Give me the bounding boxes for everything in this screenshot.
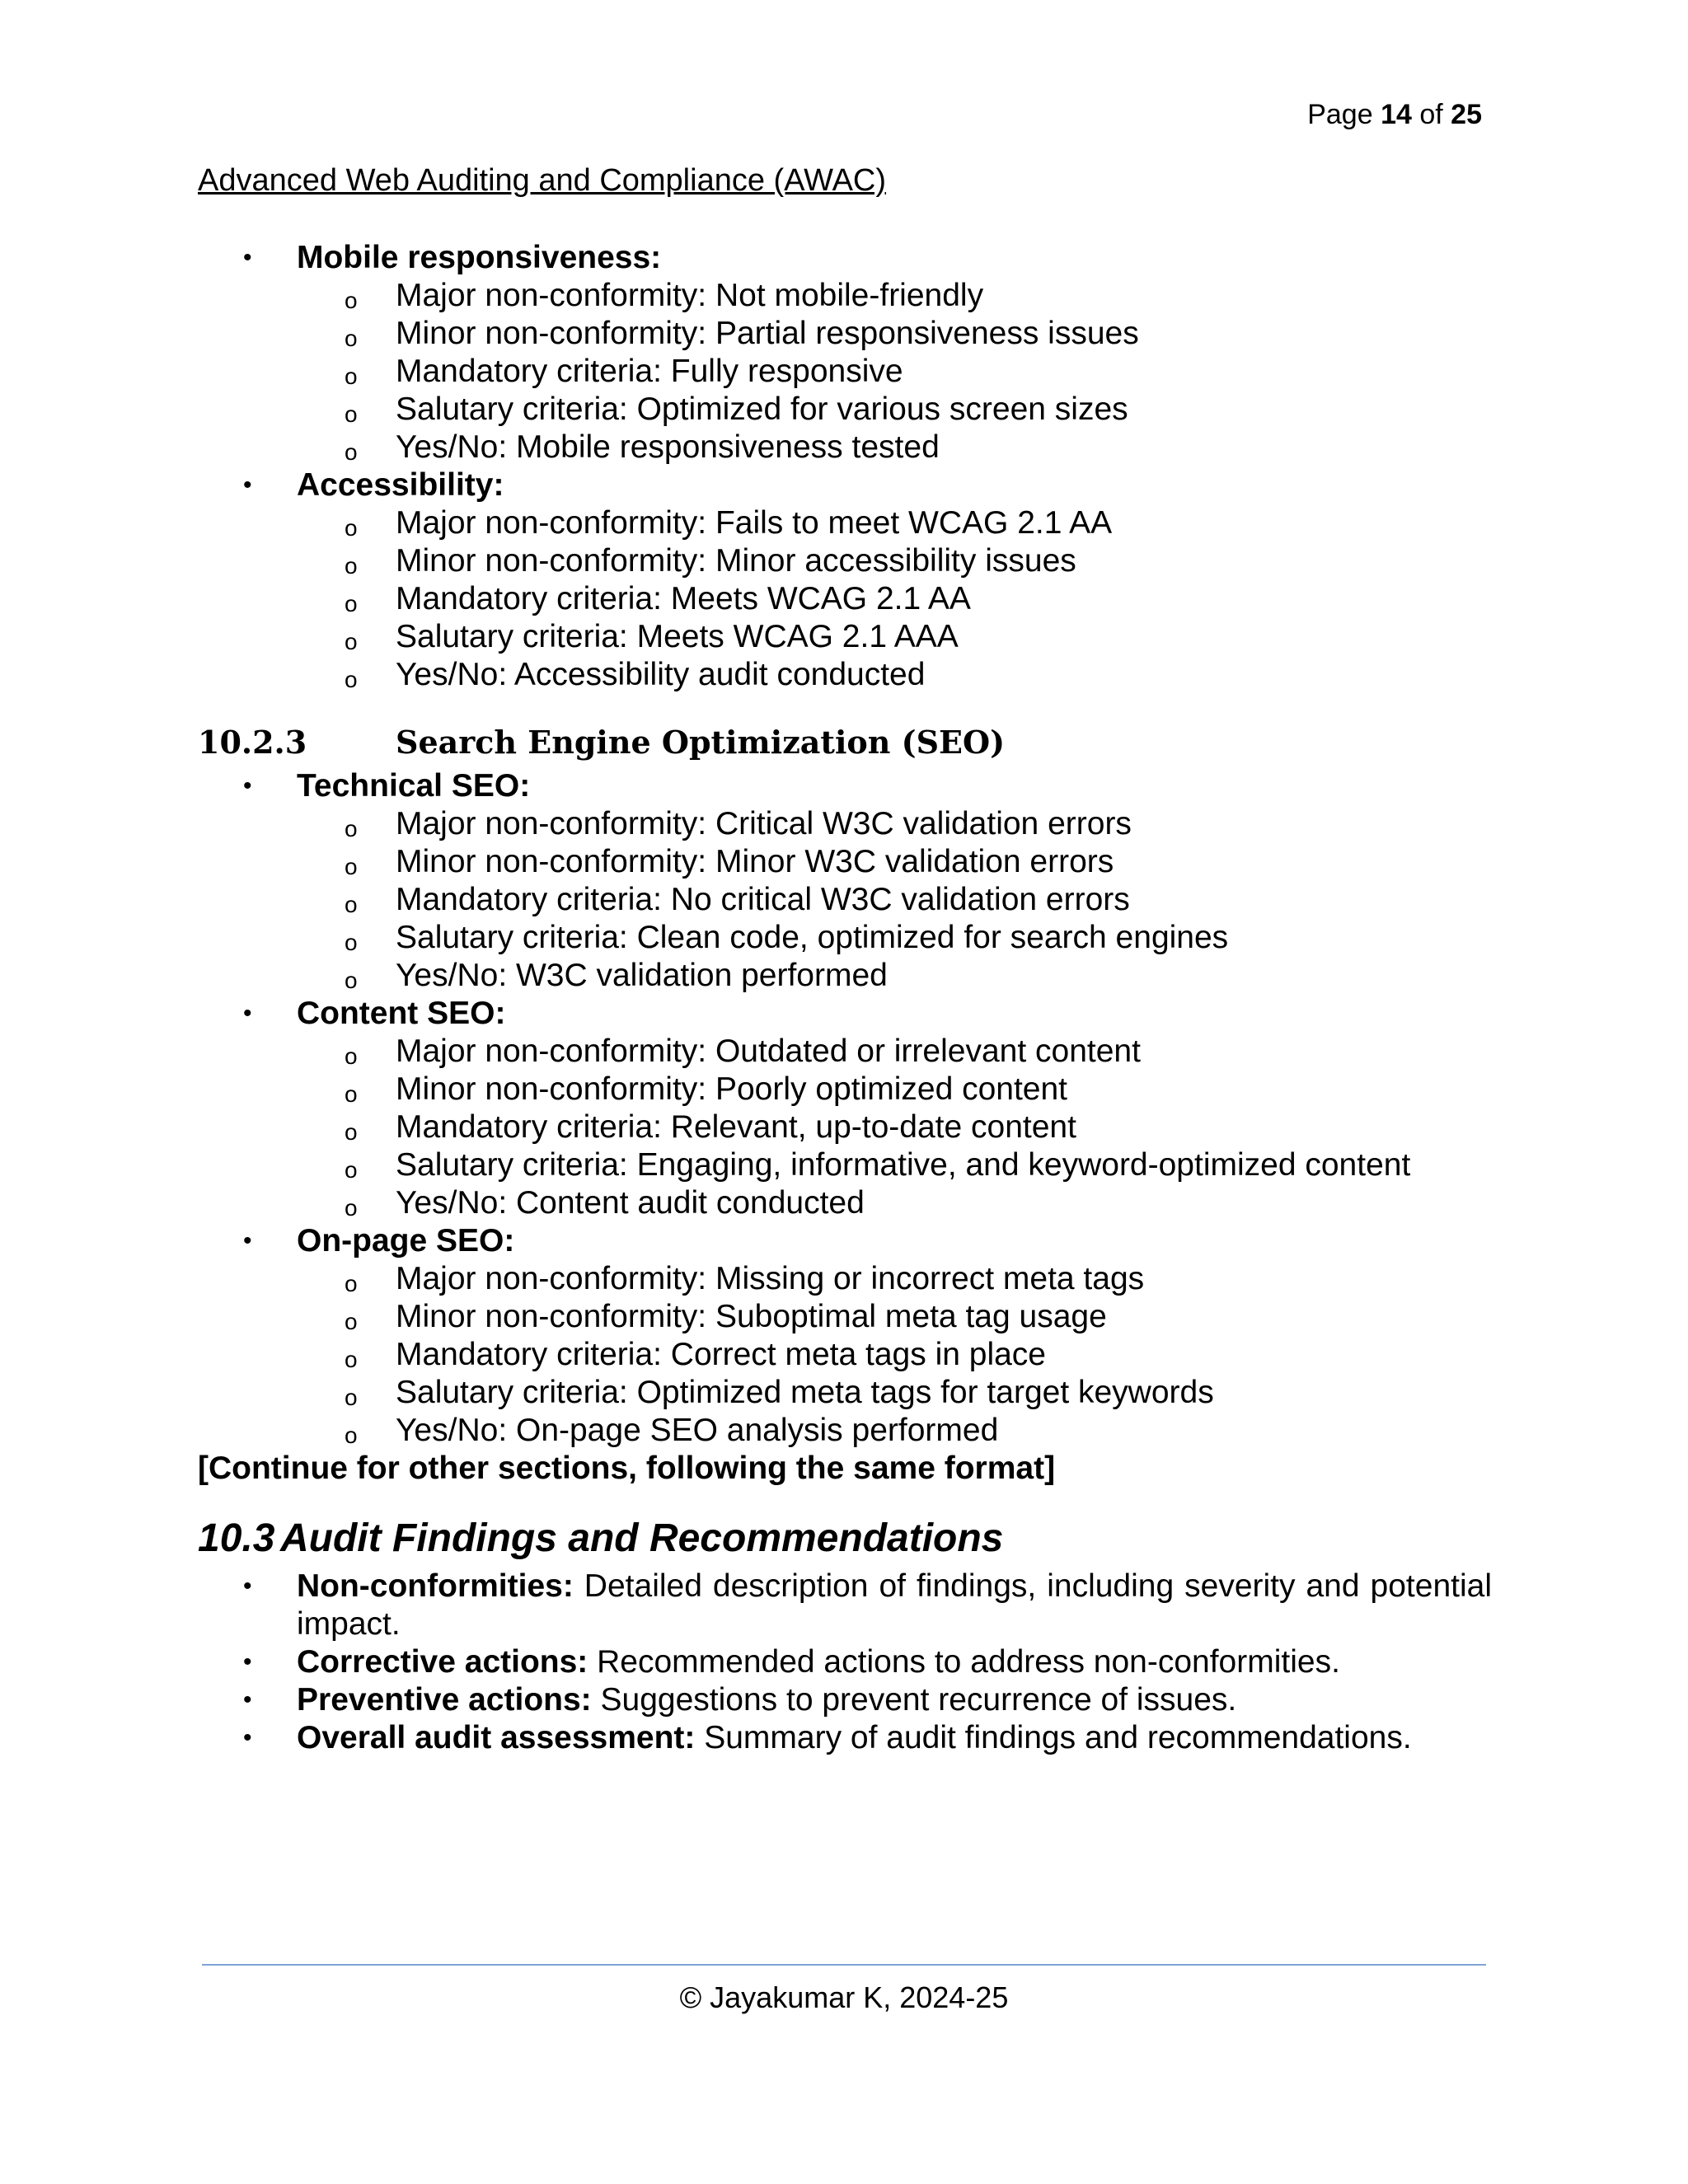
criteria-item-text: Mandatory criteria: No critical W3C validation errors xyxy=(396,882,1130,917)
criteria-item-text: Mandatory criteria: Relevant, up-to-date content xyxy=(396,1109,1076,1145)
criteria-item xyxy=(198,843,1492,881)
page-total: 25 xyxy=(1451,99,1482,130)
criteria-item xyxy=(198,542,1492,580)
criteria-item xyxy=(198,1108,1492,1146)
continue-note: [Continue for other sections, following the same format] xyxy=(198,1451,1056,1486)
criteria-item xyxy=(198,656,1492,694)
criteria-item xyxy=(198,957,1492,995)
criteria-item-text: Major non-conformity: Fails to meet WCAG 2.1 AA xyxy=(396,505,1113,541)
criteria-item xyxy=(198,1412,1492,1450)
finding-item xyxy=(198,1681,1492,1719)
finding-text: Recommended actions to address non-conformities. xyxy=(588,1644,1340,1680)
sub-bullet-icon: o xyxy=(345,930,358,955)
criteria-item-text: Yes/No: Content audit conducted xyxy=(396,1185,865,1221)
criteria-item-text: Salutary criteria: Engaging, informative, and keyword-optimized content xyxy=(396,1147,1411,1183)
criteria-item-text: Minor non-conformity: Minor accessibility issues xyxy=(396,543,1076,579)
sub-bullet-icon: o xyxy=(345,816,358,841)
page-content xyxy=(198,239,1492,1757)
criteria-item-text: Minor non-conformity: Minor W3C validation errors xyxy=(396,844,1114,879)
finding-label: Non-conformities: xyxy=(297,1568,574,1604)
criteria-item xyxy=(198,580,1492,618)
criteria-item-text: Salutary criteria: Optimized meta tags for target keywords xyxy=(396,1375,1214,1410)
criteria-list-group-2 xyxy=(198,767,1492,1450)
section-title: Audit Findings and Recommendations xyxy=(280,1516,1004,1560)
finding-label: Preventive actions: xyxy=(297,1682,592,1718)
finding-text: Summary of audit findings and recommendations. xyxy=(695,1720,1412,1755)
criteria-item-text: Yes/No: Mobile responsiveness tested xyxy=(396,429,940,465)
section-number: 10.3 xyxy=(198,1516,275,1560)
criteria-group-title: On-page SEO: xyxy=(297,1223,515,1258)
criteria-item xyxy=(198,805,1492,843)
criteria-item-text: Major non-conformity: Outdated or irrelevant content xyxy=(396,1033,1141,1069)
finding-text: Suggestions to prevent recurrence of issues. xyxy=(591,1682,1237,1718)
criteria-item xyxy=(198,1336,1492,1374)
criteria-item xyxy=(198,1033,1492,1071)
criteria-group-title: Accessibility: xyxy=(297,467,504,503)
criteria-item xyxy=(198,315,1492,353)
criteria-item-text: Major non-conformity: Missing or incorrect meta tags xyxy=(396,1261,1145,1296)
criteria-item-text: Major non-conformity: Critical W3C validation errors xyxy=(396,806,1132,841)
finding-label: Overall audit assessment: xyxy=(297,1720,696,1755)
criteria-item-text: Mandatory criteria: Meets WCAG 2.1 AA xyxy=(396,581,971,616)
subsection-heading xyxy=(198,724,1492,761)
bullet-icon: • xyxy=(243,1686,252,1713)
sub-bullet-icon: o xyxy=(345,1157,358,1183)
criteria-item-text: Salutary criteria: Clean code, optimized for search engines xyxy=(396,920,1229,955)
sub-bullet-icon: o xyxy=(345,892,358,917)
sub-bullet-icon: o xyxy=(345,515,358,541)
footer-copyright: © Jayakumar K, 2024-25 xyxy=(679,1980,1009,2014)
sub-bullet-icon: o xyxy=(345,1309,358,1334)
criteria-list-group-1 xyxy=(198,239,1492,694)
criteria-item xyxy=(198,429,1492,466)
bullet-icon: • xyxy=(243,1572,252,1600)
section-heading xyxy=(198,1516,1492,1561)
sub-bullet-icon: o xyxy=(345,854,358,879)
bullet-icon: • xyxy=(243,471,252,499)
sub-bullet-icon: o xyxy=(345,401,358,427)
criteria-item xyxy=(198,353,1492,391)
sub-bullet-icon: o xyxy=(345,326,358,351)
sub-bullet-icon: o xyxy=(345,288,358,313)
finding-item xyxy=(198,1643,1492,1681)
bullet-icon: • xyxy=(243,772,252,799)
sub-bullet-icon: o xyxy=(345,1271,358,1296)
criteria-group xyxy=(198,767,1492,995)
criteria-item xyxy=(198,1298,1492,1336)
subsection-number: 10.2.3 xyxy=(198,724,307,761)
criteria-item xyxy=(198,1260,1492,1298)
bullet-icon: • xyxy=(243,1648,252,1675)
criteria-item-text: Major non-conformity: Not mobile-friendly xyxy=(396,278,984,313)
sub-bullet-icon: o xyxy=(345,1347,358,1372)
sub-bullet-icon: o xyxy=(345,591,358,616)
criteria-sublist xyxy=(198,277,1492,466)
sub-bullet-icon: o xyxy=(345,1385,358,1410)
finding-text: Detailed description of findings, including severity and potential impact. xyxy=(297,1568,1492,1642)
criteria-item-text: Salutary criteria: Meets WCAG 2.1 AAA xyxy=(396,619,959,654)
criteria-sublist xyxy=(198,504,1492,694)
page-current: 14 xyxy=(1381,99,1412,130)
criteria-item xyxy=(198,1184,1492,1222)
page-label: Page xyxy=(1307,99,1373,130)
finding-label: Corrective actions: xyxy=(297,1644,588,1680)
criteria-item xyxy=(198,919,1492,957)
criteria-item xyxy=(198,881,1492,919)
criteria-sublist xyxy=(198,1033,1492,1222)
sub-bullet-icon: o xyxy=(345,968,358,993)
criteria-item-text: Minor non-conformity: Poorly optimized content xyxy=(396,1071,1068,1107)
criteria-sublist xyxy=(198,1260,1492,1450)
bullet-icon: • xyxy=(243,1000,252,1027)
sub-bullet-icon: o xyxy=(345,1422,358,1448)
sub-bullet-icon: o xyxy=(345,1043,358,1069)
criteria-item-text: Salutary criteria: Optimized for various screen sizes xyxy=(396,391,1128,427)
criteria-item-text: Yes/No: Accessibility audit conducted xyxy=(396,657,926,692)
bullet-icon: • xyxy=(243,1724,252,1751)
criteria-group xyxy=(198,239,1492,466)
criteria-item xyxy=(198,618,1492,656)
criteria-item xyxy=(198,1071,1492,1108)
criteria-group-title: Mobile responsiveness: xyxy=(297,240,662,275)
criteria-item xyxy=(198,1374,1492,1412)
page-of-label: of xyxy=(1419,99,1443,130)
criteria-group-title: Content SEO: xyxy=(297,996,506,1031)
subsection-title: Search Engine Optimization (SEO) xyxy=(396,724,1006,761)
sub-bullet-icon: o xyxy=(345,1195,358,1221)
page-number xyxy=(1307,99,1482,131)
criteria-item-text: Minor non-conformity: Partial responsiveness issues xyxy=(396,316,1139,351)
sub-bullet-icon: o xyxy=(345,667,358,692)
criteria-item-text: Yes/No: W3C validation performed xyxy=(396,958,888,993)
finding-item xyxy=(198,1568,1492,1643)
bullet-icon: • xyxy=(243,244,252,271)
sub-bullet-icon: o xyxy=(345,1119,358,1145)
criteria-item-text: Mandatory criteria: Fully responsive xyxy=(396,354,903,389)
criteria-item xyxy=(198,1146,1492,1184)
criteria-item-text: Minor non-conformity: Suboptimal meta tag usage xyxy=(396,1299,1107,1334)
criteria-item xyxy=(198,504,1492,542)
criteria-item-text: Mandatory criteria: Correct meta tags in place xyxy=(396,1337,1046,1372)
sub-bullet-icon: o xyxy=(345,439,358,465)
bullet-icon: • xyxy=(243,1227,252,1254)
criteria-item xyxy=(198,277,1492,315)
criteria-sublist xyxy=(198,805,1492,995)
finding-item xyxy=(198,1719,1492,1757)
sub-bullet-icon: o xyxy=(345,629,358,654)
sub-bullet-icon: o xyxy=(345,553,358,579)
criteria-item xyxy=(198,391,1492,429)
sub-bullet-icon: o xyxy=(345,363,358,389)
criteria-group-title: Technical SEO: xyxy=(297,768,531,804)
footer-divider xyxy=(202,1964,1486,1966)
document-header: Advanced Web Auditing and Compliance (AWAC) xyxy=(198,163,887,198)
criteria-item-text: Yes/No: On-page SEO analysis performed xyxy=(396,1413,999,1448)
criteria-group xyxy=(198,466,1492,694)
findings-list xyxy=(198,1568,1492,1757)
sub-bullet-icon: o xyxy=(345,1081,358,1107)
criteria-group xyxy=(198,1222,1492,1450)
criteria-group xyxy=(198,995,1492,1222)
